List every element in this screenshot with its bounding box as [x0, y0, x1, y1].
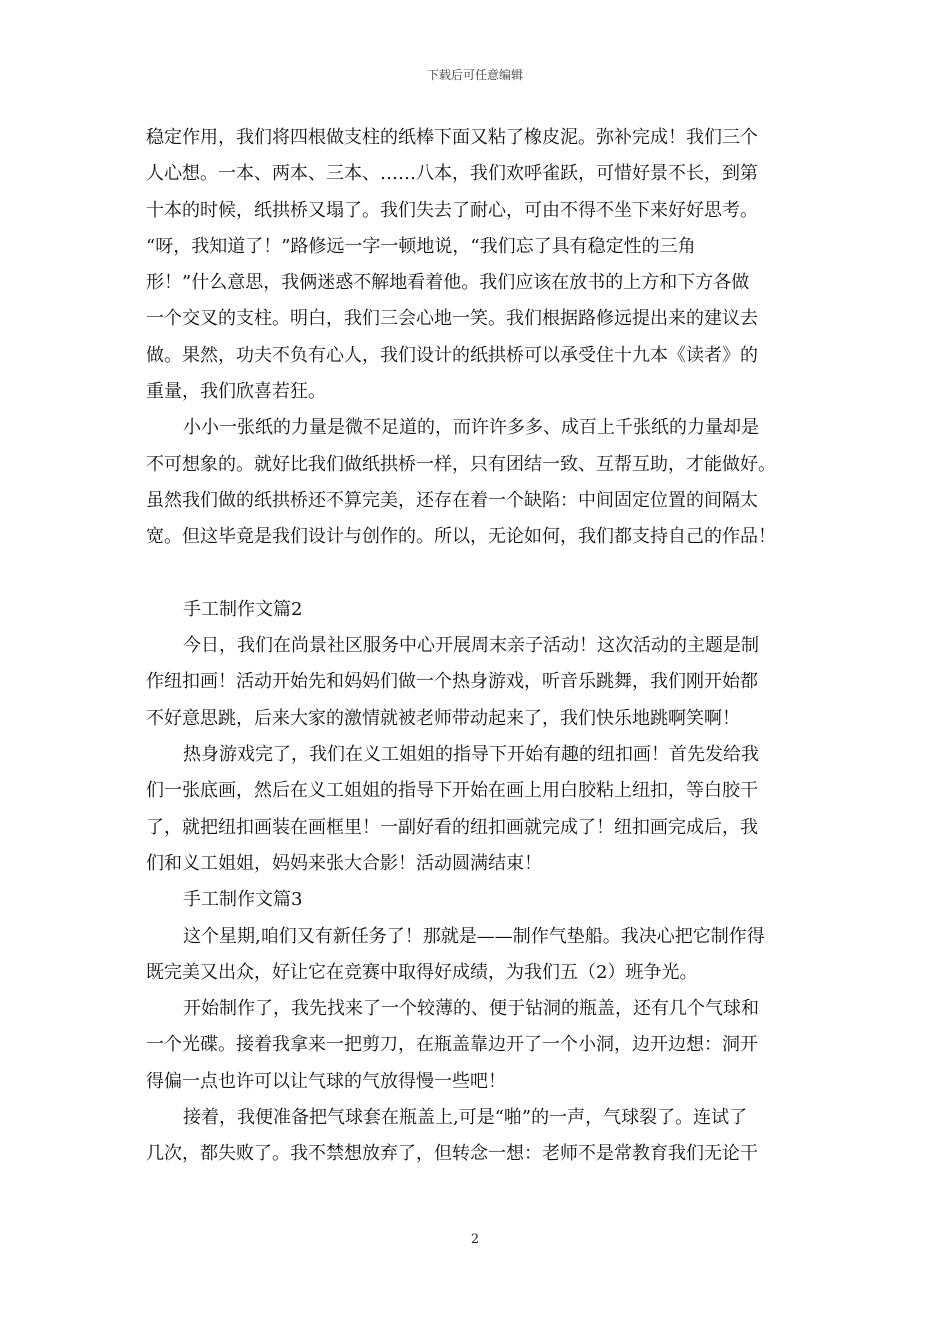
text-line: 开始制作了，我先找来了一个较薄的、便于钻洞的瓶盖，还有几个气球和: [183, 998, 759, 1020]
text-line: 重量，我们欣喜若狂。: [146, 381, 326, 403]
text-line: 一个光碟。接着我拿来一把剪刀，在瓶盖靠边开了一个小洞，边开边想：洞开: [146, 1034, 758, 1056]
page-header: 下载后可任意编辑: [426, 68, 523, 82]
text-line: 十本的时候，纸拱桥又塌了。我们失去了耐心，可由不得不坐下来好好思考。: [146, 199, 758, 221]
text-line: 不好意思跳，后来大家的激情就被老师带动起来了，我们快乐地跳啊笑啊！: [146, 707, 740, 729]
text-line: 稳定作用，我们将四根做支柱的纸棒下面又粘了橡皮泥。弥补完成！我们三个: [146, 127, 758, 148]
text-line: 人心想。一本、两本、三本、……八本，我们欢呼雀跃，可惜好景不长，到第: [146, 163, 758, 185]
text-line: 接着，我便准备把气球套在瓶盖上,可是“啪”的一声，气球裂了。连试了: [183, 1107, 748, 1129]
text-line: 们一张底画，然后在义工姐姐的指导下开始在画上用白胶粘上纽扣，等白胶干: [146, 780, 758, 802]
text-line: 这个星期,咱们又有新任务了！那就是——制作气垫船。我决心把它制作得: [183, 925, 765, 947]
text-line: 作纽扣画！活动开始先和妈妈们做一个热身游戏，听音乐跳舞，我们刚开始都: [146, 671, 758, 693]
text-line: 几次，都失败了。我不禁想放弃了，但转念一想：老师不是常教育我们无论干: [146, 1143, 758, 1165]
text-line: 今日，我们在尚景社区服务中心开展周末亲子活动！这次活动的主题是制: [183, 635, 759, 657]
text-line: 虽然我们做的纸拱桥还不算完美，还存在着一个缺陷：中间固定位置的间隔太: [146, 489, 758, 511]
text-line: 小小一张纸的力量是微不足道的，而许许多多、成百上千张纸的力量却是: [183, 417, 759, 439]
text-line: 们和义工姐姐，妈妈来张大合影！活动圆满结束！: [146, 852, 542, 874]
page-number: 2: [470, 1232, 480, 1247]
text-line: 不可想象的。就好比我们做纸拱桥一样，只有团结一致、互帮互助，才能做好。: [146, 453, 776, 475]
text-line: 了，就把纽扣画装在画框里！一副好看的纽扣画就完成了！纽扣画完成后，我: [146, 816, 758, 838]
section-heading: 手工制作文篇2: [183, 598, 303, 620]
text-line: 既完美又出众，好让它在竞赛中取得好成绩，为我们五（2）班争光。: [146, 961, 698, 983]
text-line: 热身游戏完了，我们在义工姐姐的指导下开始有趣的纽扣画！首先发给我: [183, 744, 759, 766]
text-line: 宽。但这毕竟是我们设计与创作的。所以，无论如何，我们都支持自己的作品！: [146, 526, 776, 548]
text-line: 一个交叉的支柱。明白，我们三会心地一笑。我们根据路修远提出来的建议去: [146, 308, 758, 330]
text-line: 得偏一点也许可以让气球的气放得慢一些吧！: [146, 1070, 506, 1092]
paragraph-gap: [146, 556, 816, 592]
text-line: 形！”什么意思，我俩迷惑不解地看着他。我们应该在放书的上方和下方各做: [146, 272, 750, 294]
document-body: [146, 120, 816, 1173]
text-line: 做。果然，功夫不负有心人，我们设计的纸拱桥可以承受住十九本《读者》的: [146, 344, 758, 366]
text-line: “呀，我知道了！”路修远一字一顿地说，“我们忘了具有稳定性的三角: [146, 235, 696, 257]
section-heading: 手工制作文篇3: [183, 889, 303, 911]
